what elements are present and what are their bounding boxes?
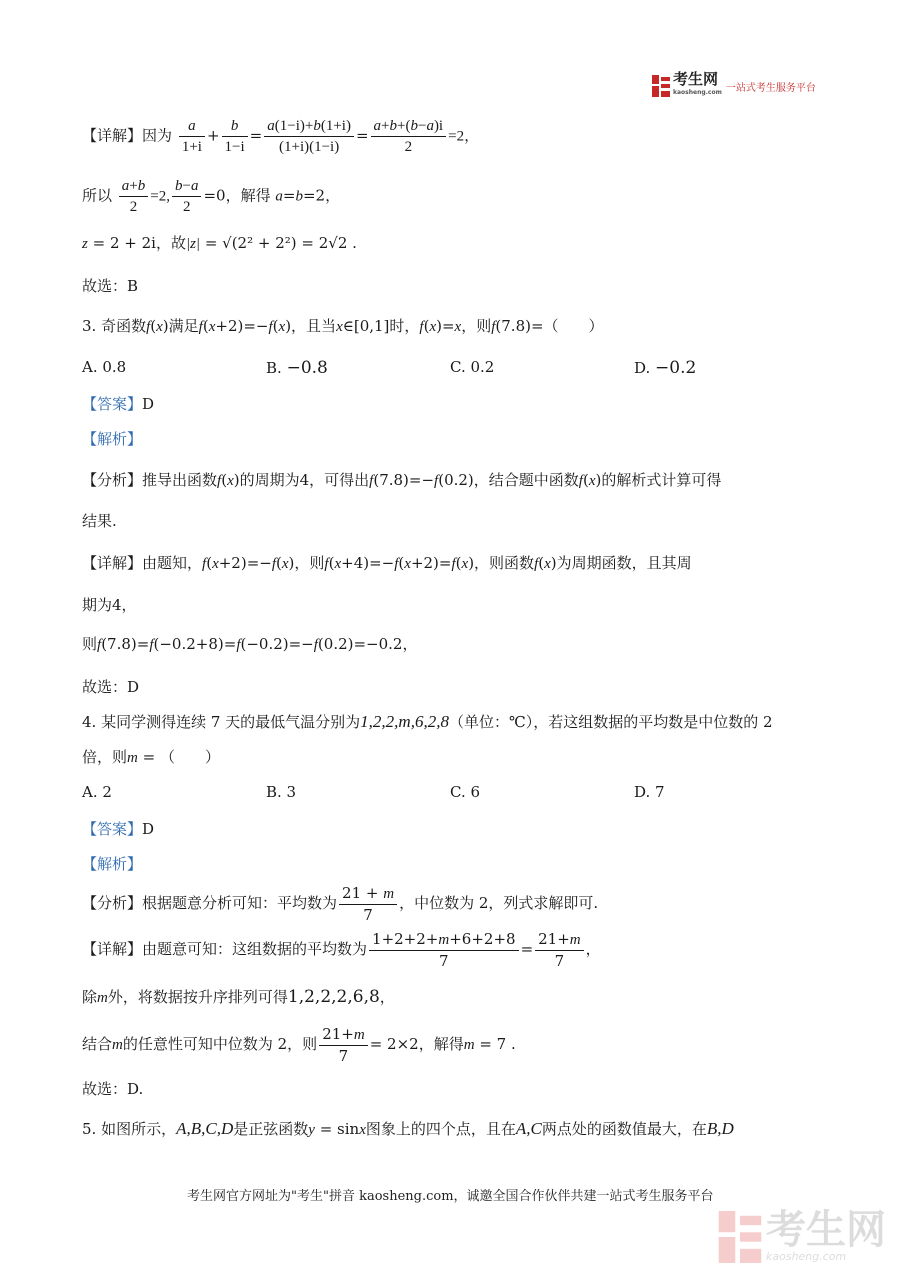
watermark-logo-icon — [718, 1211, 762, 1263]
q3-detail-calc: 则f(7.8)=f(−0.2+8)=f(−0.2)=−f(0.2)=−0.2， — [82, 635, 418, 653]
q5-stem: 5. 如图所示，A,B,C,D是正弦函数y = sinx图象上的四个点，且在A,C两点处的函数值最大，在B,D — [82, 1119, 734, 1138]
q3-option-d: D. −0.2 — [634, 358, 697, 378]
q3-detail: 【详解】由题知，f(x+2)=−f(x)，则f(x+4)=−f(x+2)=f(x)，则函数f(x)为周期函数，且其周 — [82, 554, 692, 572]
header-logo — [652, 72, 816, 100]
q4-option-a: A. 2 — [82, 783, 112, 801]
header-brand: 考生网 — [673, 70, 719, 88]
q3-analysis-tag: 【解析】 — [82, 430, 143, 448]
q3-conclusion: 故选：D — [82, 678, 140, 696]
q4-detail-line3: 结合m的任意性可知中位数为 2，则 $\frac{21+m}{7}$ = 2×2，解得m = 7 . — [82, 1025, 516, 1065]
q4-fenxi: 【分析】根据题意分析可知：平均数为 $\frac{21 + m}{7}$ ，中位数为 2，列式求解即可. — [82, 884, 599, 924]
watermark-text: 考生网 — [766, 1207, 886, 1253]
q4-analysis-tag: 【解析】 — [82, 855, 143, 873]
q4-option-b: B. 3 — [266, 783, 297, 801]
watermark-url: kaosheng.com — [766, 1250, 847, 1263]
header-slogan: 一站式考生服务平台 — [725, 82, 816, 94]
q3-fenxi-cont: 结果. — [82, 512, 117, 530]
q3-answer: 【答案】D — [82, 395, 155, 413]
q3-option-a: A. 0.8 — [82, 358, 127, 376]
q4-stem: 4. 某同学测得连续 7 天的最低气温分别为1,2,2,m,6,2,8（单位：℃），若这组数据的平均数是中位数的 2 — [82, 712, 773, 731]
q2-detail-line1: 【详解】因为 $\frac{a}{1+i}$ + $\frac{b}{1-i}$ = $\frac{a(1-i)+b(1+i)}{(1+i)(1-i)}$ = $\frac{a+b+(b-a)i}{2}$ =2， — [82, 118, 480, 155]
page-footer: 考生网官方网址为"考生"拼音 kaosheng.com，诚邀全国合作伙伴共建一站式考生服务平台 — [187, 1189, 714, 1204]
q4-option-d: D. 7 — [634, 783, 665, 801]
q3-stem: 3. 奇函数f(x)满足f(x+2)=−f(x)，且当x∈[0,1]时，f(x)=x，则f(7.8)=（ ） — [82, 317, 604, 335]
q2-line3: z = 2 + 2i，故|z| = √(2² + 2²) = 2√2 . — [82, 234, 357, 252]
q4-detail-line2: 除m外，将数据按升序排列可得1,2,2,2,6,8， — [82, 987, 395, 1007]
q4-detail: 【详解】由题意可知：这组数据的平均数为 $\frac{1+2+2+m+6+2+8}{7}$ = $\frac{21+m}{7}$ ， — [82, 930, 601, 970]
q3-detail-cont: 期为4， — [82, 596, 137, 614]
q3-option-c: C. 0.2 — [450, 358, 495, 376]
q4-answer: 【答案】D — [82, 820, 155, 838]
watermark — [718, 1207, 886, 1263]
q2-line2: 所以 $\frac{a+b}{2}$ =2, $\frac{b-a}{2}$ =0，解得 a=b=2， — [82, 178, 341, 215]
kaosheng-logo-icon — [652, 75, 670, 97]
q2-conclusion: 故选：B — [82, 277, 139, 295]
q4-option-c: C. 6 — [450, 783, 481, 801]
q3-option-b: B. −0.8 — [266, 358, 328, 378]
q4-stem-cont: 倍，则m = （ ） — [82, 748, 220, 766]
q4-conclusion: 故选：D. — [82, 1080, 144, 1098]
q3-fenxi: 【分析】推导出函数f(x)的周期为4，可得出f(7.8)=−f(0.2)，结合题中函数f(x)的解析式计算可得 — [82, 471, 722, 489]
header-brand-url: kaosheng.com — [673, 89, 722, 96]
